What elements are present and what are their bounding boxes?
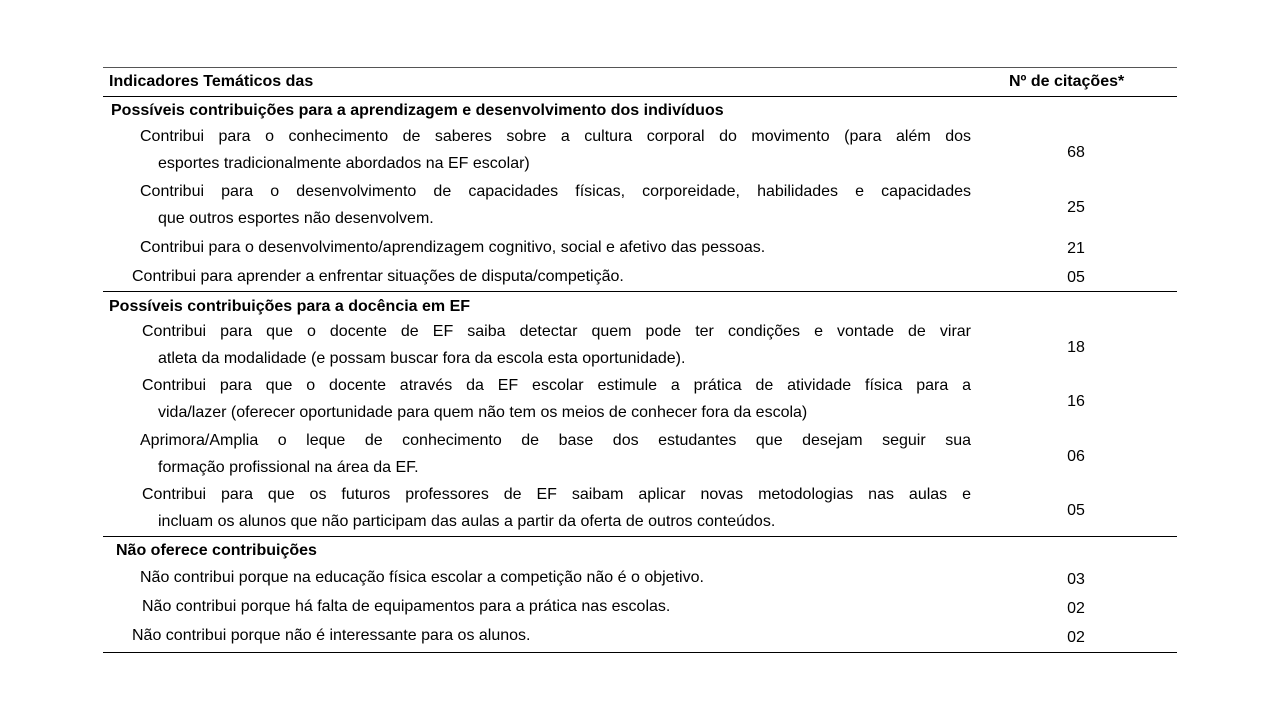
citation-count: 06 (1067, 448, 1085, 465)
section-title: Possíveis contribuições para a aprendizagem e desenvolvimento dos indivíduos (111, 102, 724, 119)
header-citations: Nº de citações* (1009, 73, 1125, 90)
section-title: Possíveis contribuições para a docência em EF (109, 298, 471, 315)
citation-count: 03 (1067, 571, 1085, 588)
table-row: Contribui para que os futuros professores de EF saibam aplicar novas metodologias nas aulas e incluam os alunos que não participam das aulas a partir da oferta de outros conteúdos. (142, 486, 971, 530)
table-row: Aprimora/Amplia o leque de conhecimento de base dos estudantes que desejam seguir sua formação profissional na área da EF. (140, 432, 971, 476)
section-rule (103, 291, 1177, 292)
header-indicators: Indicadores Temáticos das (109, 73, 314, 90)
table-row: Contribui para aprender a enfrentar situações de disputa/competição. (132, 268, 624, 285)
section-rule (103, 536, 1177, 537)
citation-count: 05 (1067, 502, 1085, 519)
section-title: Não oferece contribuições (116, 542, 317, 559)
citation-count: 16 (1067, 393, 1085, 410)
table-row: Não contribui porque na educação física escolar a competição não é o objetivo. (140, 569, 704, 586)
citation-count: 02 (1067, 629, 1085, 646)
table-row: Não contribui porque não é interessante para os alunos. (132, 627, 531, 644)
table-bottom-rule (103, 652, 1177, 653)
citation-count: 05 (1067, 269, 1085, 286)
citation-count: 25 (1067, 199, 1085, 216)
header-rule (103, 96, 1177, 97)
table-row: Não contribui porque há falta de equipamentos para a prática nas escolas. (142, 598, 671, 615)
citation-count: 02 (1067, 600, 1085, 617)
citation-count: 21 (1067, 240, 1085, 257)
table-row: Contribui para que o docente através da EF escolar estimule a prática de atividade física para a vida/lazer (oferecer oportunidade para quem não tem os meios de conhecer fora da escola) (142, 377, 971, 421)
table-row: Contribui para o desenvolvimento/aprendizagem cognitivo, social e afetivo das pessoas. (140, 239, 766, 256)
citation-count: 18 (1067, 339, 1085, 356)
table-row: Contribui para o conhecimento de saberes sobre a cultura corporal do movimento (para além dos esportes tradicionalmente abordados na EF escolar) (140, 128, 971, 172)
citation-count: 68 (1067, 144, 1085, 161)
table-row: Contribui para que o docente de EF saiba detectar quem pode ter condições e vontade de virar atleta da modalidade (e possam buscar fora da escola esta oportunidade). (142, 323, 971, 367)
table-row: Contribui para o desenvolvimento de capacidades físicas, corporeidade, habilidades e capacidades que outros esportes não desenvolvem. (140, 183, 971, 227)
table-top-rule (103, 67, 1177, 68)
